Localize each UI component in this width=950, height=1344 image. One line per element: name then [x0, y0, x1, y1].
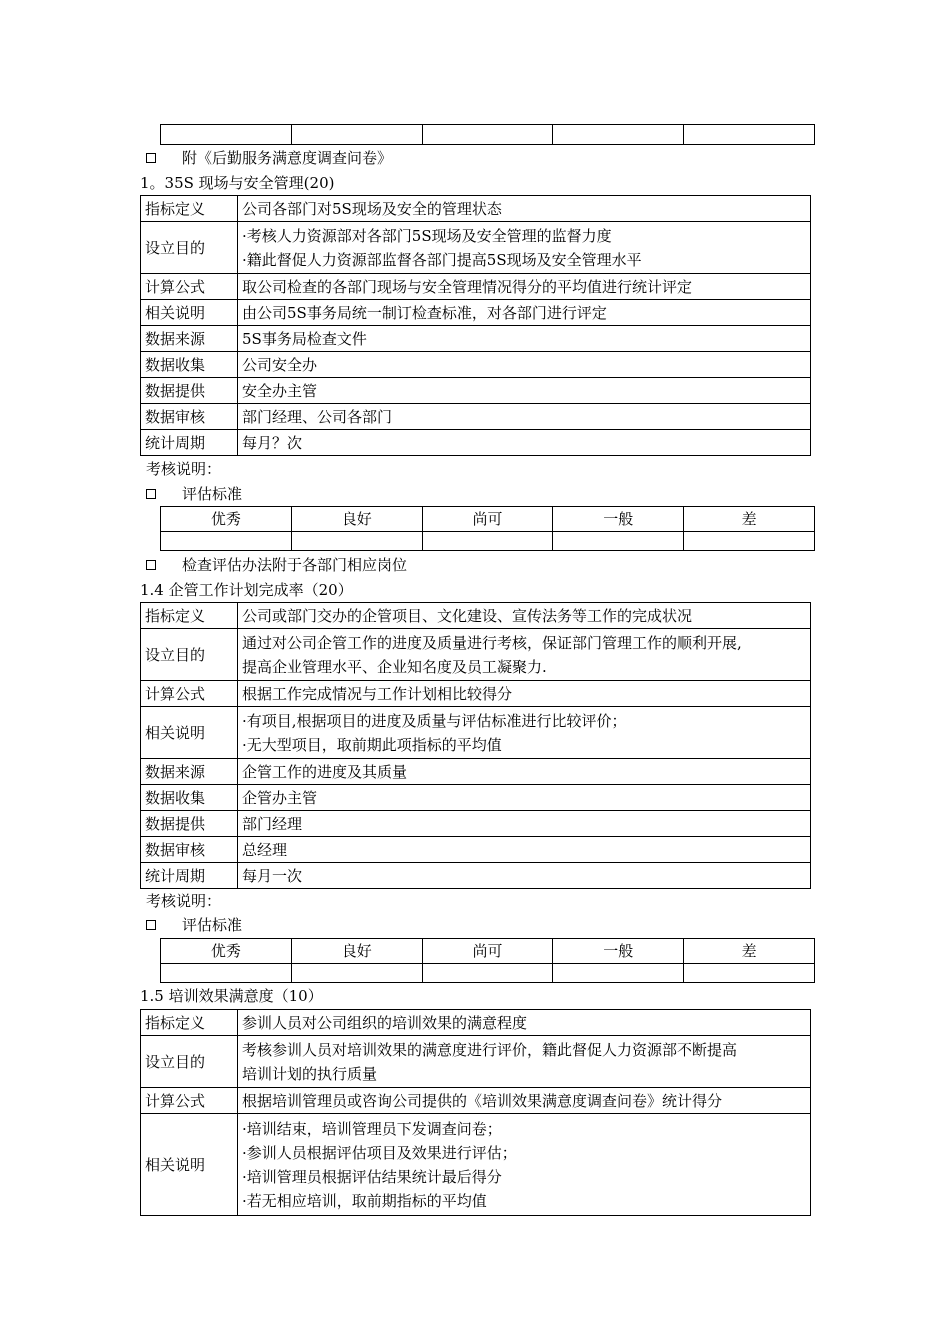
kpi-value-line: ·参训人员根据评估项目及效果进行评估；: [242, 1143, 517, 1162]
rating-cell: [422, 125, 553, 145]
kpi-row: [141, 404, 811, 430]
kpi-value-line: 公司或部门交办的企管项目、文化建设、宣传法务等工作的完成状况: [242, 606, 693, 625]
attachment-note: [146, 148, 392, 168]
kpi-row-label: 设立目的: [141, 629, 238, 681]
kpi-value-line: 总经理: [242, 840, 288, 859]
rating-cell: [161, 125, 292, 145]
kpi-value-line: 通过对公司企管工作的进度及质量进行考核，保证部门管理工作的顺利开展,: [242, 633, 742, 652]
section-5s-rating-table: [160, 506, 815, 551]
section-14-assessment-note: 考核说明：: [146, 892, 222, 910]
section-5s-assessment-note: 考核说明：: [146, 460, 222, 478]
rating-header: 一般: [553, 939, 684, 964]
square-bullet-icon: [146, 153, 156, 163]
section-5s-title: 1。35S 现场与安全管理(20): [140, 174, 335, 192]
kpi-row-label: 相关说明: [141, 300, 238, 326]
kpi-value-line: 参训人员对公司组织的培训效果的满意程度: [242, 1013, 528, 1032]
kpi-row: [141, 785, 811, 811]
kpi-row-label: 数据收集: [141, 352, 238, 378]
kpi-value-line: 由公司5S事务局统一制订检查标准，对各部门进行评定: [242, 303, 607, 322]
kpi-row: [141, 863, 811, 889]
kpi-row-value: [238, 707, 811, 759]
kpi-value-line: ·培训结束，培训管理员下发调查问卷；: [242, 1119, 502, 1138]
kpi-row-value: [238, 759, 811, 785]
rating-cell: [291, 532, 422, 551]
rating-header: 优秀: [161, 939, 292, 964]
kpi-row: [141, 352, 811, 378]
kpi-value-line: 培训计划的执行质量: [242, 1064, 378, 1083]
kpi-value-line: 公司安全办: [242, 355, 318, 374]
kpi-row: [141, 430, 811, 456]
kpi-row-label: 计算公式: [141, 274, 238, 300]
rating-header: 良好: [291, 939, 422, 964]
kpi-row-value: [238, 811, 811, 837]
after-note-text: 检查评估办法附于各部门相应岗位: [182, 556, 408, 574]
rating-header: 良好: [291, 507, 422, 532]
kpi-value-line: 部门经理、公司各部门: [242, 407, 393, 426]
kpi-row-label: 相关说明: [141, 707, 238, 759]
kpi-value-line: 根据工作完成情况与工作计划相比较得分: [242, 684, 513, 703]
rating-cell: [291, 125, 422, 145]
kpi-row-label: 统计周期: [141, 430, 238, 456]
section-14-title: 1.4 企管工作计划完成率（20）: [140, 581, 353, 599]
kpi-row: [141, 707, 811, 759]
kpi-value-line: ·培训管理员根据评估结果统计最后得分: [242, 1167, 502, 1186]
kpi-row: [141, 300, 811, 326]
kpi-value-line: 部门经理: [242, 814, 303, 833]
section-5s-after-note: [146, 555, 407, 575]
kpi-row-label: 数据来源: [141, 759, 238, 785]
kpi-value-line: 企管办主管: [242, 788, 318, 807]
kpi-row-label: 数据来源: [141, 326, 238, 352]
kpi-row: [141, 837, 811, 863]
rating-cell: [553, 964, 684, 983]
section-14-rating-table: [160, 938, 815, 983]
kpi-value-line: ·有项目,根据项目的进度及质量与评估标准进行比较评价；: [242, 711, 627, 730]
kpi-value-line: 每月一次: [242, 866, 303, 885]
square-bullet-icon: [146, 920, 156, 930]
kpi-value-line: 根据培训管理员或咨询公司提供的《培训效果满意度调查问卷》统计得分: [242, 1091, 723, 1110]
kpi-value-line: 企管工作的进度及其质量: [242, 762, 408, 781]
kpi-row-label: 数据收集: [141, 785, 238, 811]
kpi-row-value: [238, 430, 811, 456]
kpi-row-value: [238, 222, 811, 274]
kpi-row-value: [238, 300, 811, 326]
kpi-row-value: [238, 196, 811, 222]
criteria-label: 评估标准: [182, 916, 243, 934]
top-rating-table: [160, 124, 815, 145]
kpi-row-label: 计算公式: [141, 681, 238, 707]
kpi-row-label: 计算公式: [141, 1088, 238, 1114]
kpi-row-value: [238, 1114, 811, 1216]
rating-header: 尚可: [422, 507, 553, 532]
kpi-value-line: 提高企业管理水平、企业知名度及员工凝聚力.: [242, 657, 547, 676]
rating-cell: [161, 964, 292, 983]
rating-cell: [422, 532, 553, 551]
kpi-row-value: [238, 352, 811, 378]
kpi-row-label: 数据审核: [141, 837, 238, 863]
attachment-note-text: 附《后勤服务满意度调查问卷》: [182, 149, 393, 167]
kpi-row-value: [238, 274, 811, 300]
kpi-value-line: 安全办主管: [242, 381, 318, 400]
rating-header: 尚可: [422, 939, 553, 964]
kpi-row-label: 设立目的: [141, 222, 238, 274]
kpi-row: [141, 603, 811, 629]
kpi-row-label: 指标定义: [141, 196, 238, 222]
kpi-row-label: 数据审核: [141, 404, 238, 430]
kpi-row-label: 数据提供: [141, 378, 238, 404]
kpi-value-line: ·籍此督促人力资源部监督各部门提高5S现场及安全管理水平: [242, 250, 642, 269]
kpi-row: [141, 378, 811, 404]
kpi-row: [141, 1114, 811, 1216]
criteria-label: 评估标准: [182, 485, 243, 503]
rating-cell: [684, 964, 815, 983]
kpi-value-line: 公司各部门对5S现场及安全的管理状态: [242, 199, 502, 218]
kpi-row: [141, 274, 811, 300]
kpi-row-label: 统计周期: [141, 863, 238, 889]
kpi-row-value: [238, 1088, 811, 1114]
kpi-row: [141, 1036, 811, 1088]
kpi-value-line: 考核参训人员对培训效果的满意度进行评价，籍此督促人力资源部不断提高: [242, 1040, 738, 1059]
kpi-row-value: [238, 1036, 811, 1088]
rating-header: 优秀: [161, 507, 292, 532]
rating-header: 一般: [553, 507, 684, 532]
kpi-row: [141, 326, 811, 352]
kpi-row: [141, 629, 811, 681]
rating-cell: [422, 964, 553, 983]
kpi-value-line: 取公司检查的各部门现场与安全管理情况得分的平均值进行统计评定: [242, 277, 693, 296]
kpi-value-line: ·若无相应培训，取前期指标的平均值: [242, 1191, 487, 1210]
rating-cell: [684, 532, 815, 551]
kpi-row-value: [238, 837, 811, 863]
rating-cell: [553, 532, 684, 551]
rating-cell: [291, 964, 422, 983]
kpi-row-label: 指标定义: [141, 603, 238, 629]
kpi-value-line: 5S事务局检查文件: [242, 329, 367, 348]
kpi-row-value: [238, 785, 811, 811]
section-14-criteria: [146, 915, 242, 935]
section-5s-criteria: [146, 484, 242, 504]
kpi-row-label: 指标定义: [141, 1010, 238, 1036]
kpi-value-line: ·考核人力资源部对各部门5S现场及安全管理的监督力度: [242, 226, 612, 245]
kpi-row-value: [238, 404, 811, 430]
kpi-row: [141, 222, 811, 274]
kpi-value-line: 每月？次: [242, 433, 303, 452]
section-15-title: 1.5 培训效果满意度（10）: [140, 987, 323, 1005]
kpi-row-value: [238, 863, 811, 889]
rating-cell: [684, 125, 815, 145]
rating-cell: [553, 125, 684, 145]
kpi-row-value: [238, 326, 811, 352]
rating-header: 差: [684, 939, 815, 964]
section-5s-table: [140, 195, 811, 456]
kpi-row: [141, 1010, 811, 1036]
kpi-row-value: [238, 378, 811, 404]
kpi-row: [141, 196, 811, 222]
kpi-row: [141, 1088, 811, 1114]
kpi-row-label: 设立目的: [141, 1036, 238, 1088]
kpi-row-label: 相关说明: [141, 1114, 238, 1216]
square-bullet-icon: [146, 560, 156, 570]
kpi-row: [141, 759, 811, 785]
kpi-value-line: ·无大型项目，取前期此项指标的平均值: [242, 735, 502, 754]
kpi-row-value: [238, 629, 811, 681]
square-bullet-icon: [146, 489, 156, 499]
kpi-row: [141, 811, 811, 837]
kpi-row: [141, 681, 811, 707]
rating-cell: [161, 532, 292, 551]
kpi-row-value: [238, 681, 811, 707]
section-14-table: [140, 602, 811, 889]
section-15-table: [140, 1009, 811, 1216]
kpi-row-value: [238, 1010, 811, 1036]
kpi-row-label: 数据提供: [141, 811, 238, 837]
kpi-row-value: [238, 603, 811, 629]
rating-header: 差: [684, 507, 815, 532]
